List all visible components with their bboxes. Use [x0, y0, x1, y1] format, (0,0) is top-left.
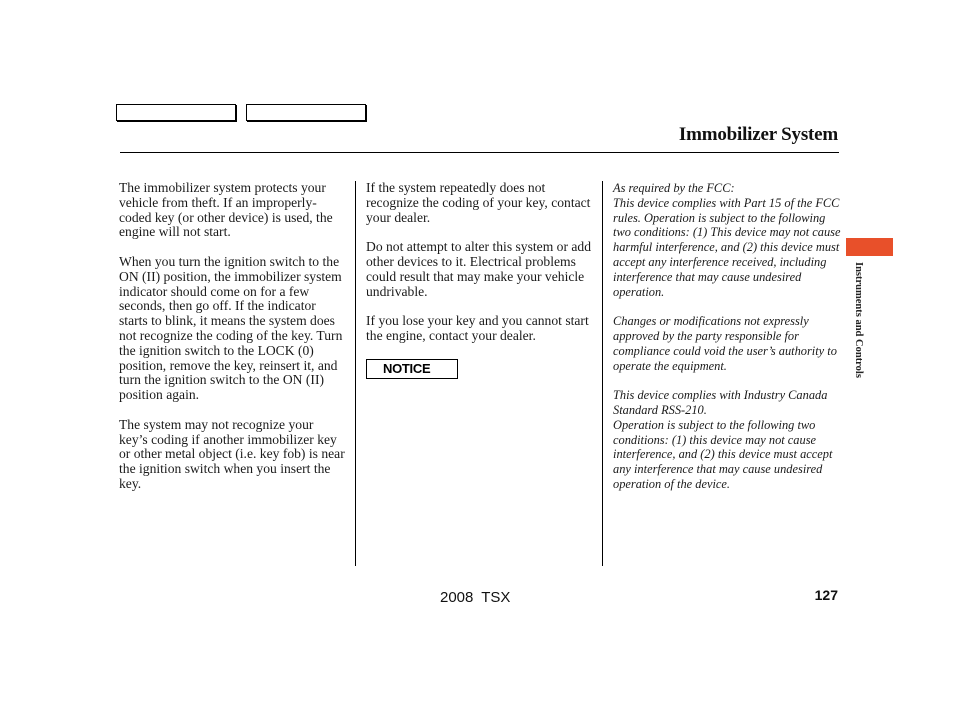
notice-badge: NOTICE [366, 359, 458, 379]
fcc-statement: This device complies with Part 15 of the FCC rules. Operation is subject to the following two conditions: (1) This device may not cause harmful interference, and (2) this device must accept any interference received, including interference that may cause undesired operation. [613, 195, 841, 299]
nav-button-previous[interactable] [116, 104, 236, 121]
page-number: 127 [814, 587, 838, 603]
column-right-fcc [613, 181, 841, 507]
paragraph: The immobilizer system protects your vehicle from theft. If an improperly-coded key (or other device) is used, the engine will not start. [119, 180, 333, 240]
paragraph: Do not attempt to alter this system or add other devices to it. Electrical problems could result that may make your vehicle undrivable. [366, 239, 592, 299]
column-divider [355, 181, 356, 566]
paragraph: If the system repeatedly does not recognize the coding of your key, contact your dealer. [366, 180, 591, 225]
section-tab-marker [846, 238, 893, 256]
fcc-heading: As required by the FCC: [613, 181, 735, 195]
footer-model: 2008 TSX [440, 589, 511, 606]
column-left [119, 181, 345, 507]
paragraph: When you turn the ignition switch to the ON (II) position, the immobilizer system indicator should come on for a few seconds, then go off. If the indicator starts to blink, it means the system does not recognize the coding of the key. Turn the ignition switch to the LOCK (0) position, remove the key, reinsert it, and turn the ignition switch to the ON (II) position again. [119, 253, 343, 403]
paragraph: The system may not recognize your key’s coding if another immobilizer key or other metal object (i.e. key fob) is near the ignition switch when you insert the key. [119, 416, 345, 491]
paragraph: If you lose your key and you cannot start the engine, contact your dealer. [366, 313, 589, 343]
canada-statement: This device complies with Industry Canada Standard RSS-210. [613, 388, 828, 417]
section-label: Instruments and Controls [853, 262, 864, 378]
page-title: Immobilizer System [678, 124, 838, 145]
column-middle [366, 181, 596, 359]
changes-warning: Changes or modifications not expressly approved by the party responsible for compliance could void the user’s authority to operate the equipment. [613, 314, 837, 373]
title-divider [120, 152, 839, 153]
canada-conditions: Operation is subject to the following two conditions: (1) this device may not cause interference, and (2) this device must accept any interference that may cause undesired operation of the device. [613, 417, 833, 491]
column-divider [602, 181, 603, 566]
nav-button-next[interactable] [246, 104, 366, 121]
